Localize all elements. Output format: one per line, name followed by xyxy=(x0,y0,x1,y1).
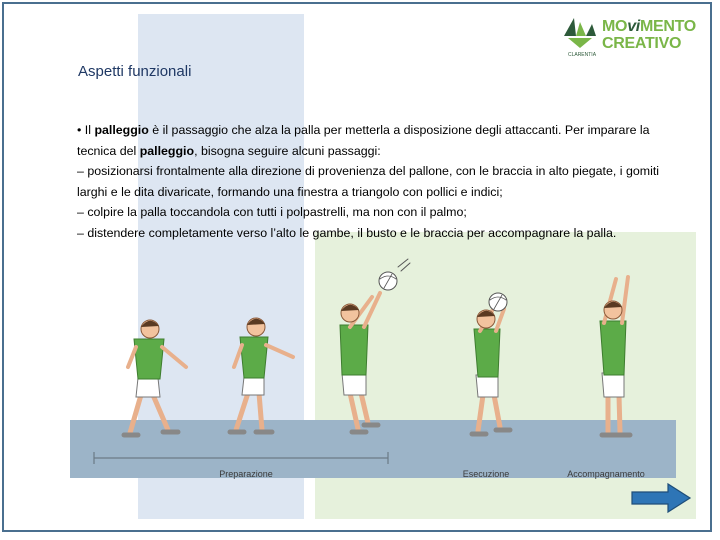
bullet-symbol: • xyxy=(77,123,82,137)
next-slide-button[interactable] xyxy=(630,482,692,514)
intro-paragraph: • Il palleggio è il passaggio che alza la palla per metterla a disposizione degli attaccanti. Per imparare la tecnica del palleggio, bisogna seguire alcuni passaggi: xyxy=(77,123,650,158)
slide-title: Aspetti funzionali xyxy=(78,63,192,80)
phase-label: Preparazione xyxy=(219,469,273,479)
movimento-creativo-logo xyxy=(562,14,712,64)
player-figure xyxy=(340,259,410,432)
logo-word-movimento: MOviMENTO xyxy=(602,18,696,35)
logo-word-creativo: CREATIVO xyxy=(602,35,682,52)
phase-label: Esecuzione xyxy=(462,469,510,479)
arrow-right-icon xyxy=(632,484,690,512)
step-item: – colpire la palla toccandola con tutti i polpastrelli, ma non con il palmo; xyxy=(77,205,467,220)
logo-subtitle: CLARENTIA xyxy=(567,52,597,58)
volleyball-setting-illustration xyxy=(68,255,678,490)
slide-body xyxy=(77,120,682,244)
keyword-palleggio: palleggio xyxy=(94,123,149,137)
step-item: – posizionarsi frontalmente alla direzione di provenienza del pallone, con le braccia in alto piegate, i gomiti larghi e le dita divaricate, formando una finestra a triangolo con pollici e indici; xyxy=(77,164,660,199)
player-figure xyxy=(124,320,186,435)
player-figure xyxy=(600,277,630,435)
leaf-logo-icon xyxy=(562,14,598,50)
player-figure xyxy=(472,293,510,434)
phase-label: Accompagnamento xyxy=(567,469,645,479)
step-item: – distendere completamente verso l’alto le gambe, il busto e le braccia per accompagnare la palla. xyxy=(77,225,617,240)
keyword-palleggio: palleggio xyxy=(139,143,195,158)
player-figure xyxy=(230,318,293,432)
